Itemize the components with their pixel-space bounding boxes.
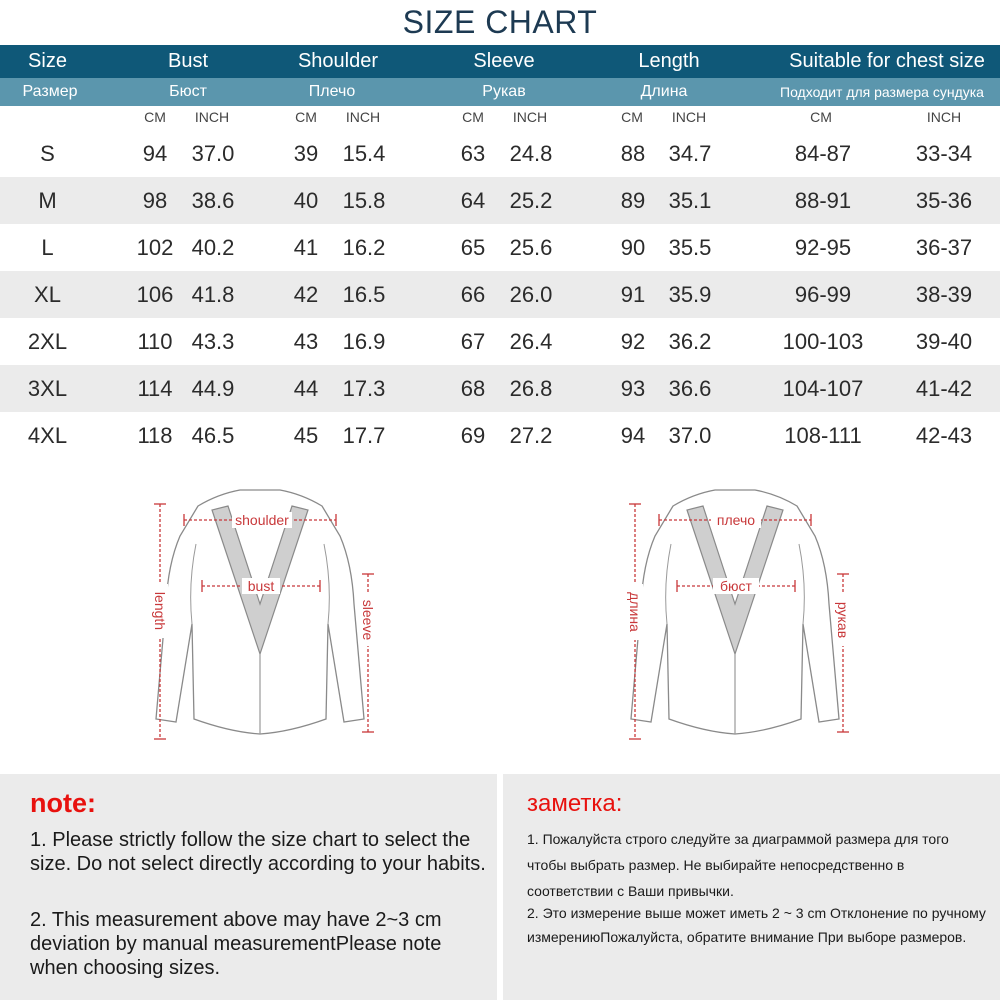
cell-bust-cm: 102 [136,235,174,260]
label-shoulder: плечо [716,512,756,528]
label-length: length [152,591,168,631]
cell-sleeve-cm: 69 [460,423,486,448]
note-title: note: [30,788,96,818]
cell-chest-cm: 100-103 [782,329,864,354]
note-item-1 [30,828,490,876]
cell-chest-inch: 35-36 [915,188,973,213]
header-sleeve-ru: Рукав [482,83,526,100]
cell-shoulder-inch: 16.5 [342,282,386,307]
note-item-number: 1. [30,829,47,851]
table-row [0,412,1000,459]
cell-sleeve-inch: 26.4 [509,329,553,354]
cell-sleeve-inch: 25.2 [509,188,553,213]
table-row [0,130,1000,177]
header-bust: Bust [167,50,209,72]
cell-chest-cm: 84-87 [794,141,852,166]
cell-bust-inch: 37.0 [191,141,235,166]
cell-shoulder-inch: 17.3 [342,376,386,401]
jacket-illustration [140,484,380,754]
cell-sleeve-cm: 68 [460,376,486,401]
unit-label: CM [810,109,832,125]
garment-diagram-english [140,484,380,754]
cell-length-inch: 35.9 [668,282,712,307]
cell-length-inch: 36.6 [668,376,712,401]
cell-shoulder-inch: 16.9 [342,329,386,354]
cell-sleeve-cm: 66 [460,282,486,307]
label-sleeve: sleeve [360,599,376,641]
page-title: SIZE CHART [402,4,598,40]
table-row [0,318,1000,365]
garment-diagram-russian [615,484,855,754]
cell-bust-inch: 44.9 [191,376,235,401]
cell-size: 2XL [27,329,68,354]
cell-chest-inch: 41-42 [915,376,973,401]
header-size: Size [28,50,67,72]
label-length: длина [627,592,643,632]
header-bust-ru: Бюст [169,83,207,100]
cell-length-cm: 94 [620,423,646,448]
cell-length-inch: 35.1 [668,188,712,213]
table-row [0,177,1000,224]
cell-length-inch: 36.2 [668,329,712,354]
cell-length-cm: 92 [620,329,646,354]
note-item-2 [527,901,987,949]
note-item-2 [30,908,490,980]
cell-size: S [40,141,55,166]
label-bust: бюст [720,578,752,594]
cell-length-cm: 90 [620,235,646,260]
cell-bust-inch: 43.3 [191,329,235,354]
note-title: заметка: [527,790,623,817]
cell-chest-cm: 96-99 [794,282,852,307]
note-item-text: Please strictly follow the size chart to select the size. Do not select directly according to your habits. [30,829,486,875]
cell-length-cm: 88 [620,141,646,166]
cell-shoulder-cm: 43 [293,329,319,354]
cell-shoulder-inch: 16.2 [342,235,386,260]
label-bust: bust [247,578,275,594]
cell-length-cm: 89 [620,188,646,213]
notes-section [0,774,1000,1000]
cell-bust-inch: 38.6 [191,188,235,213]
cell-shoulder-inch: 15.4 [342,141,386,166]
unit-label: INCH [512,109,548,125]
unit-label: INCH [345,109,381,125]
note-panel-english [0,774,497,1000]
header-size-ru: Размер [22,83,78,100]
header-shoulder: Shoulder [297,50,379,72]
cell-sleeve-cm: 64 [460,188,486,213]
cell-shoulder-cm: 40 [293,188,319,213]
note-item-number: 2. [30,909,47,931]
header-row-english [0,45,1000,78]
cell-size: L [41,235,54,260]
note-item-text: This measurement above may have 2~3 cm deviation by manual measurementPlease note when choosing sizes. [30,909,442,979]
cell-sleeve-cm: 67 [460,329,486,354]
cell-shoulder-inch: 15.8 [342,188,386,213]
units-row [0,106,1000,128]
unit-label: CM [144,109,166,125]
cell-shoulder-inch: 17.7 [342,423,386,448]
unit-label: CM [621,109,643,125]
cell-size: M [38,188,57,213]
unit-label: INCH [194,109,230,125]
cell-shoulder-cm: 39 [293,141,319,166]
table-row [0,224,1000,271]
cell-bust-cm: 114 [137,376,173,401]
note-panel-russian [503,774,1000,1000]
cell-length-inch: 35.5 [668,235,712,260]
table-row [0,271,1000,318]
cell-sleeve-inch: 26.0 [509,282,553,307]
header-length: Length [638,50,700,72]
label-shoulder: shoulder [235,512,289,528]
cell-sleeve-inch: 24.8 [509,141,553,166]
table-row [0,365,1000,412]
header-chest-ru: Подходит для размера сундука [780,84,984,100]
unit-label: INCH [671,109,707,125]
cell-length-cm: 93 [620,376,646,401]
cell-chest-cm: 104-107 [782,376,864,401]
cell-bust-cm: 118 [137,423,173,448]
cell-length-inch: 37.0 [668,423,712,448]
cell-bust-cm: 94 [142,141,168,166]
cell-size: 4XL [27,423,68,448]
cell-sleeve-cm: 63 [460,141,486,166]
cell-sleeve-inch: 27.2 [509,423,553,448]
cell-shoulder-cm: 41 [293,235,319,260]
label-sleeve: рукав [835,601,851,639]
cell-length-inch: 34.7 [668,141,712,166]
cell-chest-cm: 88-91 [794,188,852,213]
note-item-number: 1. [527,831,539,847]
header-shoulder-ru: Плечо [308,83,356,100]
cell-shoulder-cm: 42 [293,282,319,307]
note-item-text: Это измерение выше может иметь 2 ~ 3 cm Отклонение по ручному измерениюПожалуйста, обратите внимание При выборе размеров. [527,905,986,945]
cell-chest-inch: 33-34 [915,141,973,166]
cell-shoulder-cm: 45 [293,423,319,448]
cell-chest-inch: 38-39 [915,282,973,307]
unit-label: INCH [926,109,962,125]
cell-chest-cm: 108-111 [784,423,862,448]
note-item-1 [527,826,987,904]
note-item-number: 2. [527,905,539,921]
jacket-illustration [615,484,855,754]
cell-bust-inch: 40.2 [191,235,235,260]
cell-length-cm: 91 [620,282,646,307]
header-length-ru: Длина [640,83,688,100]
cell-bust-inch: 46.5 [191,423,235,448]
unit-label: CM [462,109,484,125]
cell-chest-cm: 92-95 [794,235,852,260]
header-row-russian [0,78,1000,106]
cell-bust-inch: 41.8 [191,282,235,307]
cell-bust-cm: 98 [142,188,168,213]
cell-sleeve-cm: 65 [460,235,486,260]
unit-label: CM [295,109,317,125]
cell-size: XL [34,282,61,307]
cell-chest-inch: 39-40 [915,329,973,354]
cell-chest-inch: 36-37 [915,235,973,260]
header-sleeve: Sleeve [473,50,535,72]
cell-bust-cm: 106 [136,282,174,307]
cell-sleeve-inch: 26.8 [509,376,553,401]
cell-size: 3XL [27,376,68,401]
cell-shoulder-cm: 44 [293,376,319,401]
note-item-text: Пожалуйста строго следуйте за диаграммой размера для того чтобы выбрать размер. Не выбирайте непосредственно в соответствии с Ваши привычки. [527,831,949,899]
header-chest: Suitable for chest size [789,50,985,72]
cell-sleeve-inch: 25.6 [509,235,553,260]
cell-bust-cm: 110 [137,329,173,354]
cell-chest-inch: 42-43 [915,423,973,448]
